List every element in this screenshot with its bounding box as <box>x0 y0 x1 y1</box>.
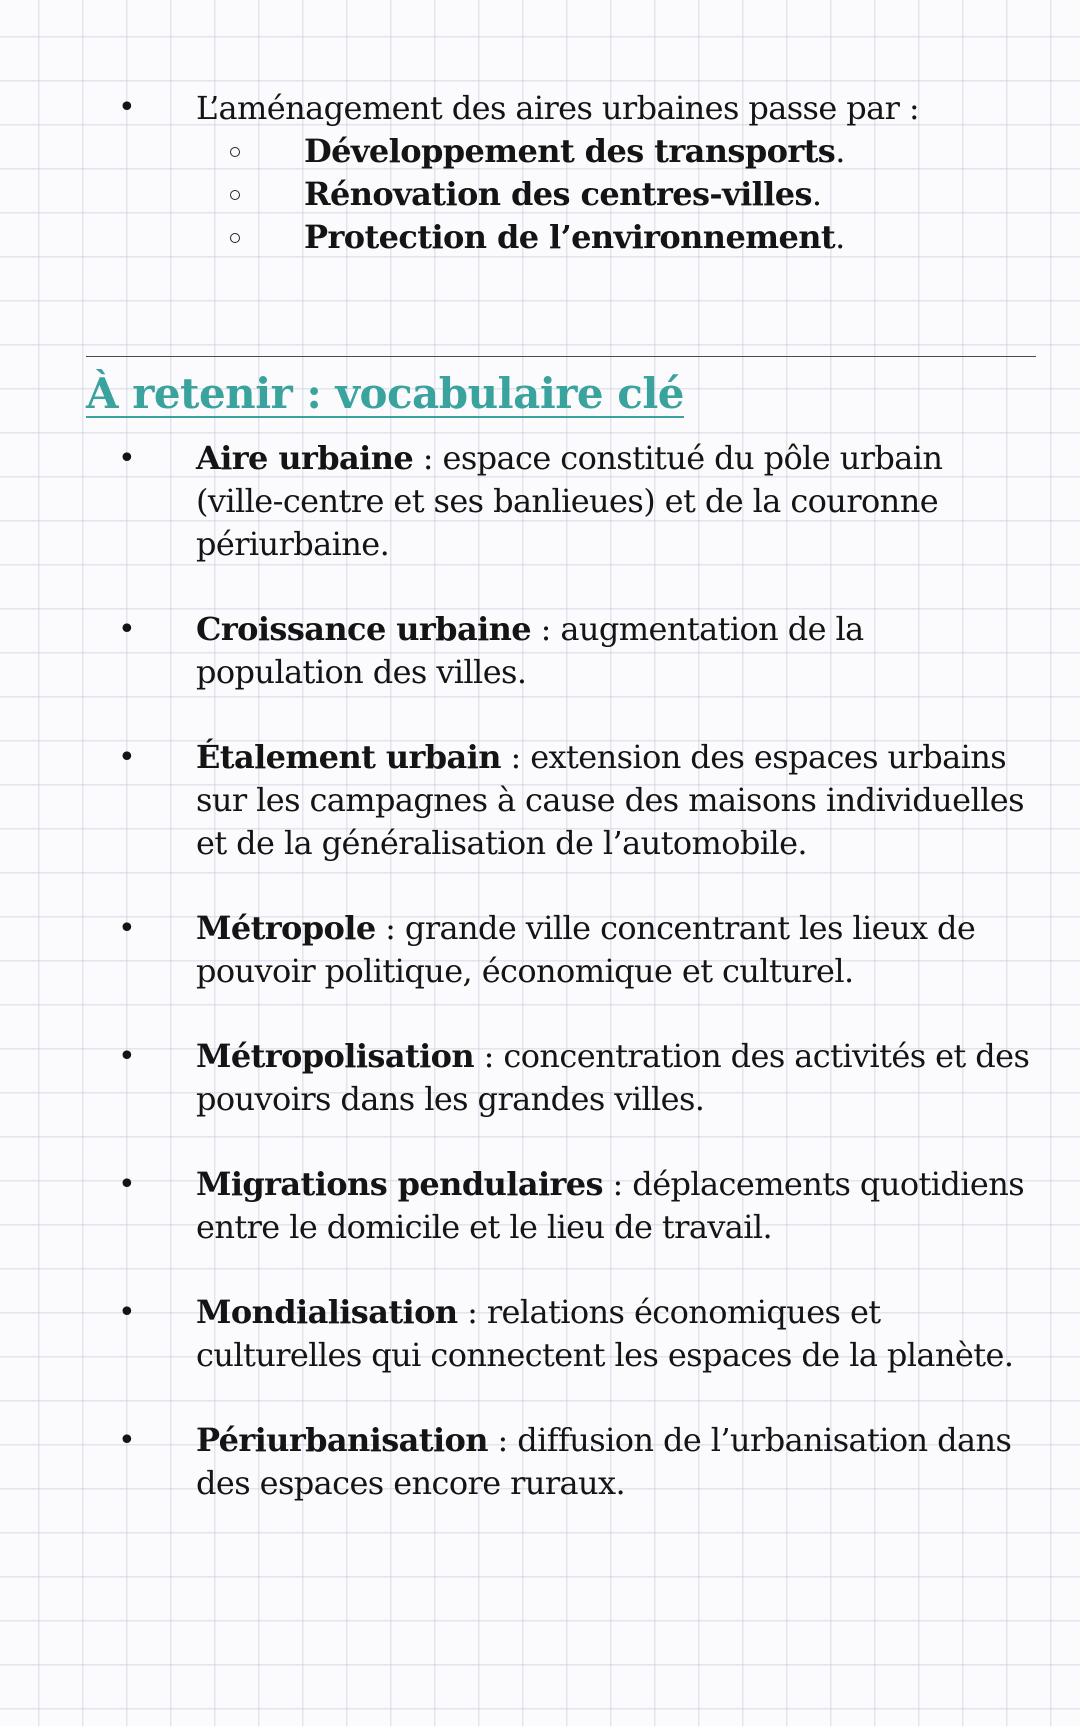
intro-text: L’aménagement des aires urbaines passe par : <box>196 89 920 127</box>
vocab-item-mondialisation <box>118 1291 1038 1377</box>
section-divider <box>86 356 1036 357</box>
bullet-icon: • <box>118 90 136 125</box>
vocab-term: Métropole <box>196 909 376 947</box>
sub-item-punct: . <box>835 218 845 256</box>
vocab-definition: : grande ville concentrant les lieux de pouvoir politique, économique et culturel. <box>196 909 976 990</box>
vocab-definition: : relations économiques et culturelles qui connectent les espaces de la planète. <box>196 1293 1014 1374</box>
circle-bullet-icon <box>230 233 240 243</box>
vocab-term: Périurbanisation <box>196 1421 488 1459</box>
vocab-item-metropolisation <box>118 1035 1038 1121</box>
vocab-item-migrations-pendulaires <box>118 1163 1038 1249</box>
vocab-definition: : augmentation de la population des villes. <box>196 610 864 691</box>
sub-item-punct: . <box>835 132 845 170</box>
circle-bullet-icon <box>230 190 240 200</box>
vocab-item-periurbanisation <box>118 1419 1038 1505</box>
vocab-definition: : diffusion de l’urbanisation dans des espaces encore ruraux. <box>196 1421 1012 1502</box>
vocab-definition: : espace constitué du pôle urbain (ville-centre et ses banlieues) et de la couronne périurbaine. <box>196 439 943 563</box>
vocab-term: Croissance urbaine <box>196 610 532 648</box>
vocab-term: Métropolisation <box>196 1037 475 1075</box>
circle-bullet-icon <box>230 147 240 157</box>
sub-item-environnement <box>118 216 1018 259</box>
vocab-item-etalement-urbain <box>118 736 1038 865</box>
vocab-item-metropole <box>118 907 1038 993</box>
sub-item-punct: . <box>811 175 822 213</box>
section-heading <box>86 366 684 422</box>
sub-item-label: Développement des transports <box>304 132 836 170</box>
vocab-definition: : concentration des activités et des pouvoirs dans les grandes villes. <box>196 1037 1030 1118</box>
bullet-icon: • <box>118 441 136 476</box>
vocab-definition: : déplacements quotidiens entre le domicile et le lieu de travail. <box>196 1165 1025 1246</box>
vocab-term: Migrations pendulaires <box>196 1165 603 1203</box>
vocab-term: Étalement urbain <box>196 738 501 776</box>
intro-sub-list <box>118 130 1018 259</box>
sub-item-label: Rénovation des centres-villes <box>304 175 812 213</box>
sub-item-transports <box>118 130 1018 173</box>
bullet-icon: • <box>118 740 136 775</box>
bullet-icon: • <box>118 612 136 647</box>
section-heading-text: À retenir : vocabulaire clé <box>86 369 685 418</box>
intro-block <box>118 86 1018 259</box>
bullet-icon: • <box>118 1423 136 1458</box>
heading-underline <box>86 416 684 418</box>
vocab-list <box>118 437 1038 1547</box>
vocab-term: Aire urbaine <box>196 439 414 477</box>
vocab-term: Mondialisation <box>196 1293 458 1331</box>
vocab-item-aire-urbaine <box>118 437 1038 566</box>
bullet-icon: • <box>118 1167 136 1202</box>
intro-bullet <box>118 86 1018 130</box>
sub-item-label: Protection de l’environnement <box>304 218 836 256</box>
bullet-icon: • <box>118 1039 136 1074</box>
bullet-icon: • <box>118 1295 136 1330</box>
vocab-item-croissance-urbaine <box>118 608 1038 694</box>
vocab-definition: : extension des espaces urbains sur les campagnes à cause des maisons individuelles et de la généralisation de l’automobile. <box>196 738 1024 862</box>
sub-item-renovation <box>118 173 1018 216</box>
bullet-icon: • <box>118 911 136 946</box>
